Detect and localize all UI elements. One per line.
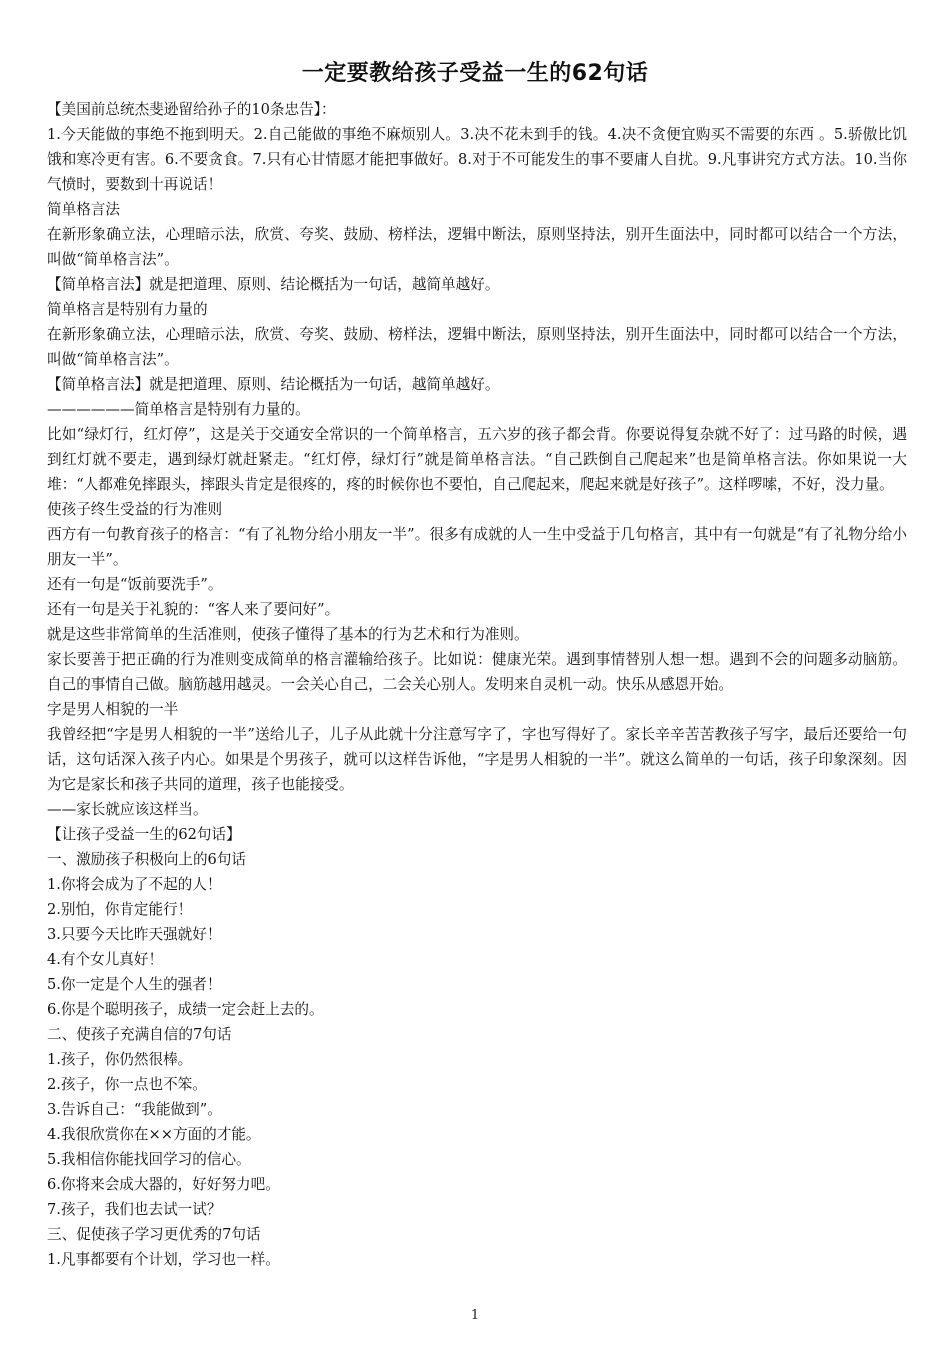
paragraph: 使孩子终生受益的行为准则: [47, 501, 223, 518]
paragraph: 【让孩子受益一生的62句话】: [47, 826, 241, 843]
paragraph: 1.凡事都要有个计划，学习也一样。: [47, 1251, 280, 1268]
paragraph: ——————简单格言是特别有力量的。: [47, 401, 310, 418]
paragraph: 3.只要今天比昨天强就好！: [47, 926, 222, 943]
paragraph: 在新形象确立法，心理暗示法，欣赏、夸奖、鼓励、榜样法，逻辑中断法，原则坚持法，别开生面法中，同时都可以结合一个方法，叫做“简单格言法”。: [47, 226, 907, 268]
paragraph: 二、使孩子充满自信的7句话: [47, 1026, 232, 1043]
paragraph: ——家长就应该这样当。: [47, 801, 208, 818]
paragraph: 4.有个女儿真好！: [47, 951, 164, 968]
paragraph: 家长要善于把正确的行为准则变成简单的格言灌输给孩子。比如说：健康光荣。遇到事情替别人想一想。遇到不会的问题多动脑筋。自己的事情自己做。脑筋越用越灵。一会关心自己，二会关心别人。发明来自灵机一动。快乐从感恩开始。: [47, 651, 907, 693]
paragraph: 【简单格言法】就是把道理、原则、结论概括为一句话，越简单越好。: [47, 276, 500, 293]
paragraph: 一、激励孩子积极向上的6句话: [47, 851, 247, 868]
paragraph: 7.孩子，我们也去试一试？: [47, 1201, 222, 1218]
paragraph: 西方有一句教育孩子的格言：“有了礼物分给小朋友一半”。很多有成就的人一生中受益于几句格言，其中有一句就是“有了礼物分给小朋友一半”。: [47, 526, 907, 568]
paragraph: 2.孩子，你一点也不笨。: [47, 1076, 207, 1093]
paragraph: 字是男人相貌的一半: [47, 701, 179, 718]
paragraph: 我曾经把“字是男人相貌的一半”送给儿子，儿子从此就十分注意写字了，字也写得好了。家长辛辛苦苦教孩子写字，最后还要给一句话，这句话深入孩子内心。如果是个男孩子，就可以这样告诉他，“字是男人相貌的一半”。就这么简单的一句话，孩子印象深刻。因为它是家长和孩子共同的道理，孩子也能接受。: [47, 726, 907, 793]
paragraph: 1.今天能做的事绝不拖到明天。2.自己能做的事绝不麻烦别人。3.决不花未到手的钱。4.决不贪便宜购买不需要的东西 。5.骄傲比饥饿和寒冷更有害。6.不要贪食。7.只有心甘情愿才能把事做好。8.对于不可能发生的事不要庸人自扰。9.凡事讲究方式方法。10.当你气愤时，要数到十再说话！: [47, 126, 907, 193]
paragraph: 还有一句是“饭前要洗手”。: [47, 576, 223, 593]
paragraph: 在新形象确立法，心理暗示法，欣赏、夸奖、鼓励、榜样法，逻辑中断法，原则坚持法，别开生面法中，同时都可以结合一个方法，叫做“简单格言法”。: [47, 326, 907, 368]
paragraph: 三、促使孩子学习更优秀的7句话: [47, 1226, 261, 1243]
paragraph: 简单格言法: [47, 201, 120, 218]
paragraph: 还有一句是关于礼貌的：“客人来了要问好”。: [47, 601, 340, 618]
paragraph: 2.别怕，你肯定能行！: [47, 901, 193, 918]
paragraph: 6.你是个聪明孩子，成绩一定会赶上去的。: [47, 1001, 324, 1018]
paragraph: 【简单格言法】就是把道理、原则、结论概括为一句话，越简单越好。: [47, 376, 500, 393]
paragraph: 6.你将来会成大器的，好好努力吧。: [47, 1176, 280, 1193]
page-number: 1: [470, 1308, 480, 1323]
paragraph: 比如“绿灯行，红灯停”，这是关于交通安全常识的一个简单格言，五六岁的孩子都会背。你要说得复杂就不好了：过马路的时候，遇到红灯就不要走，遇到绿灯就赶紧走。“红灯停，绿灯行”就是简单格言法。“自己跌倒自己爬起来”也是简单格言法。你如果说一大堆：“人都难免摔跟头，摔跟头肯定是很疼的，疼的时候你也不要怕，自己爬起来，爬起来就是好孩子”。这样啰嗦，不好，没力量。: [47, 426, 907, 493]
paragraph: 4.我很欣赏你在××方面的才能。: [47, 1126, 261, 1143]
paragraph: 3.告诉自己：“我能做到”。: [47, 1101, 222, 1118]
paragraph: 简单格言是特别有力量的: [47, 301, 208, 318]
paragraph: 就是这些非常简单的生活准则，使孩子懂得了基本的行为艺术和行为准则。: [47, 626, 529, 643]
paragraph: 5.我相信你能找回学习的信心。: [47, 1151, 251, 1168]
paragraph: 1.你将会成为了不起的人！: [47, 876, 222, 893]
paragraph: 5.你一定是个人生的强者！: [47, 976, 222, 993]
document-body: [47, 97, 907, 1272]
document-title: 一定要教给孩子受益一生的62句话: [301, 61, 649, 86]
paragraph: 【美国前总统杰斐逊留给孙子的10条忠告】：: [47, 101, 336, 118]
paragraph: 1.孩子，你仍然很棒。: [47, 1051, 193, 1068]
